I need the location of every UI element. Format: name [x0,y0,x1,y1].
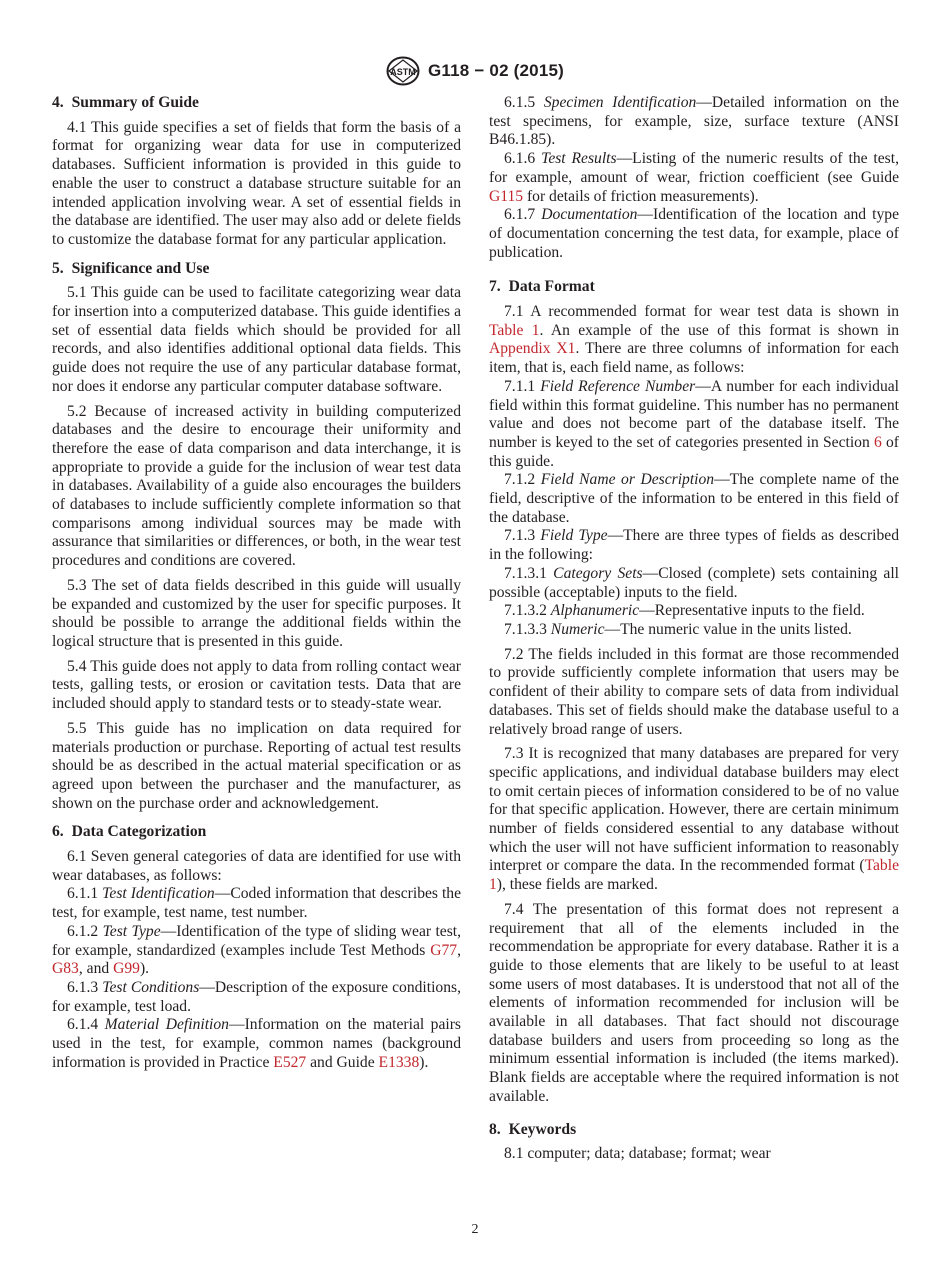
paragraph-6-1-7: 6.1.7 Documentation—Identification of the location and type of documentation concerning the test data, for example, place of publication. [489,206,899,261]
link-g77[interactable]: G77 [430,941,458,959]
section-heading: 7. Data Format [489,278,595,296]
page-header [0,56,950,86]
section-heading: 8. Keywords [489,1120,577,1138]
paragraph-6-1-3: 6.1.3 Test Conditions—Description of the exposure conditions, for example, test load. [52,978,461,1015]
paragraph-4-1: 4.1 This guide specifies a set of fields that form the basis of a format for organizing wear data for use in computerized databases. Sufficient information is provided in this guide to enable the user to construct a database structure suitable for an intended application involving wear. A set of essential fields in the database are identified. The user may also add or delete fields to customize the database format for any particular application. [52,118,461,248]
paragraph-6-1-5: 6.1.5 Specimen Identification—Detailed information on the test specimens, for example, size, surface texture (ANSI B46.1.85). [489,94,899,149]
link-appendix-x1[interactable]: Appendix X1 [489,340,576,358]
section-heading: 5. Significance and Use [52,259,210,277]
paragraph-6-1: 6.1 Seven general categories of data are identified for use with wear databases, as follows: [52,848,461,884]
page-number: 2 [471,1222,479,1237]
paragraph-5-3: 5.3 The set of data fields described in this guide will usually be expanded and customized by the user for specific purposes. It should be possible to arrange the additional fields within the logical structure that is presented in this guide. [52,576,461,650]
paragraph-5-2: 5.2 Because of increased activity in building computerized databases and the desire to encourage their uniformity and therefore the ease of data comparison and data interchange, it is appropriate to provide a guide for the inclusion of wear test data in databases. Availability of a guide also encourages the builders of databases to include sufficiently complete information so that comparisons among individual sources may be made with assurance that similarities or differences, or both, in the wear test procedures and conditions are covered. [52,402,461,570]
paragraph-7-2: 7.2 The fields included in this format are those recommended to provide sufficiently complete information that users may be confident of their ability to compare sets of data from individual databases. This set of fields should make the database useful to a relatively broad range of users. [489,645,899,738]
section-5 [52,260,461,814]
paragraph-6-1-2: 6.1.2 Test Type—Identification of the type of sliding wear test, for example, standardized (examples include Test Methods G77, G83, and G99). [52,922,461,978]
paragraph-7-1-2: 7.1.2 Field Name or Description—The complete name of the field, descriptive of the information to be entered in this field of the database. [489,471,899,526]
section-7 [489,278,899,1106]
paragraph-7-1-3: 7.1.3 Field Type—There are three types of fields as described in the following: [489,527,900,564]
paragraph-7-1-3-3: 7.1.3.3 Numeric—The numeric value in the units listed. [504,620,852,638]
paragraph-5-5: 5.5 This guide has no implication on data required for materials production or purchase. Reporting of actual test results should be as described in the actual material specification or as agreed upon between the purchaser and the manufacturer, as shown on the purchase order and acknowledgement. [52,719,461,812]
paragraph-6-1-4: 6.1.4 Material Definition—Information on the material pairs used in the test, for example, common names (background information is provided in Practice E527 and Guide E1338). [52,1016,461,1071]
section-6 [52,823,461,1072]
paragraph-7-3: 7.3 It is recognized that many databases are prepared for very specific applications, and individual database builders may elect to omit certain pieces of information considered to be of no value for that specific application. However, there are certain minimum number of fields considered essential to any database without which the user will not have sufficient information to reasonably interpret or compare the data. In the recommended format (Table 1), these fields are marked. [489,745,899,894]
link-table-1[interactable]: Table 1 [489,857,899,894]
paragraph-7-1-1: 7.1.1 Field Reference Number—A number for each individual field within this format guideline. This number has no permanent value and does not become part of the database itself. The number is keyed to the set of categories presented in Section 6 of this guide. [489,377,900,470]
paragraph-6-1-1: 6.1.1 Test Identification—Coded information that describes the test, for example, test name, test number. [52,885,462,922]
paragraph-7-1: 7.1 A recommended format for wear test data is shown in Table 1. An example of the use of this format is shown in Appendix X1. There are three columns of information for each item, that is, each field name, as follows: [489,303,899,377]
paragraph-5-4: 5.4 This guide does not apply to data from rolling contact wear tests, galling tests, or erosion or cavitation tests. Data that are included should apply to standard tests or to steady-state wear. [52,657,461,713]
paragraph-7-1-3-2: 7.1.3.2 Alphanumeric—Representative inputs to the field. [504,602,865,620]
document-id: G118 − 02 (2015) [428,60,564,80]
paragraph-5-1: 5.1 This guide can be used to facilitate categorizing wear data for insertion into a computerized database. This guide identifies a set of essential data fields which should be provided for all records, and also identifies additional optional data fields. This guide does not require the use of any particular database format, nor does it endorse any particular computer database software. [52,284,461,395]
section-heading: 4. Summary of Guide [52,94,199,111]
link-g99[interactable]: G99 [113,960,140,978]
paragraph-7-1-3-1: 7.1.3.1 Category Sets—Closed (complete) sets containing all possible (acceptable) inputs to the field. [489,564,899,601]
paragraph-8-1: 8.1 computer; data; database; format; wear [504,1145,771,1163]
right-column [489,94,899,1164]
link-g83[interactable]: G83 [52,960,79,978]
link-g115[interactable]: G115 [489,187,524,205]
link-e1338[interactable]: E1338 [378,1053,420,1071]
section-8 [489,1121,899,1164]
link-table-1[interactable]: Table 1 [489,321,540,339]
paragraph-6-1-6: 6.1.6 Test Results—Listing of the numeric results of the test, for example, amount of wear, friction coefficient (see Guide G115 for details of friction measurements). [489,150,899,205]
left-column [52,94,461,1072]
paragraph-7-4: 7.4 The presentation of this format does not represent a requirement that all of the elements included in the recommendation be appropriate for every database. Rather it is a guide to those elements that are likely to be useful to at least some users of most databases. It is understood that not all of the elements of information recommended for inclusion will be available in all databases. That fact should not discourage database builders and users from proceeding so long as the minimum essential information is included (the items marked). Blank fields are acceptable where the required information is not available. [489,900,899,1105]
link-e527[interactable]: E527 [273,1053,307,1071]
section-heading: 6. Data Categorization [52,823,207,841]
link-section-6[interactable]: 6 [874,433,882,451]
logo-text: ASTM [390,67,416,77]
astm-logo-icon [386,56,420,86]
section-4 [52,94,461,250]
